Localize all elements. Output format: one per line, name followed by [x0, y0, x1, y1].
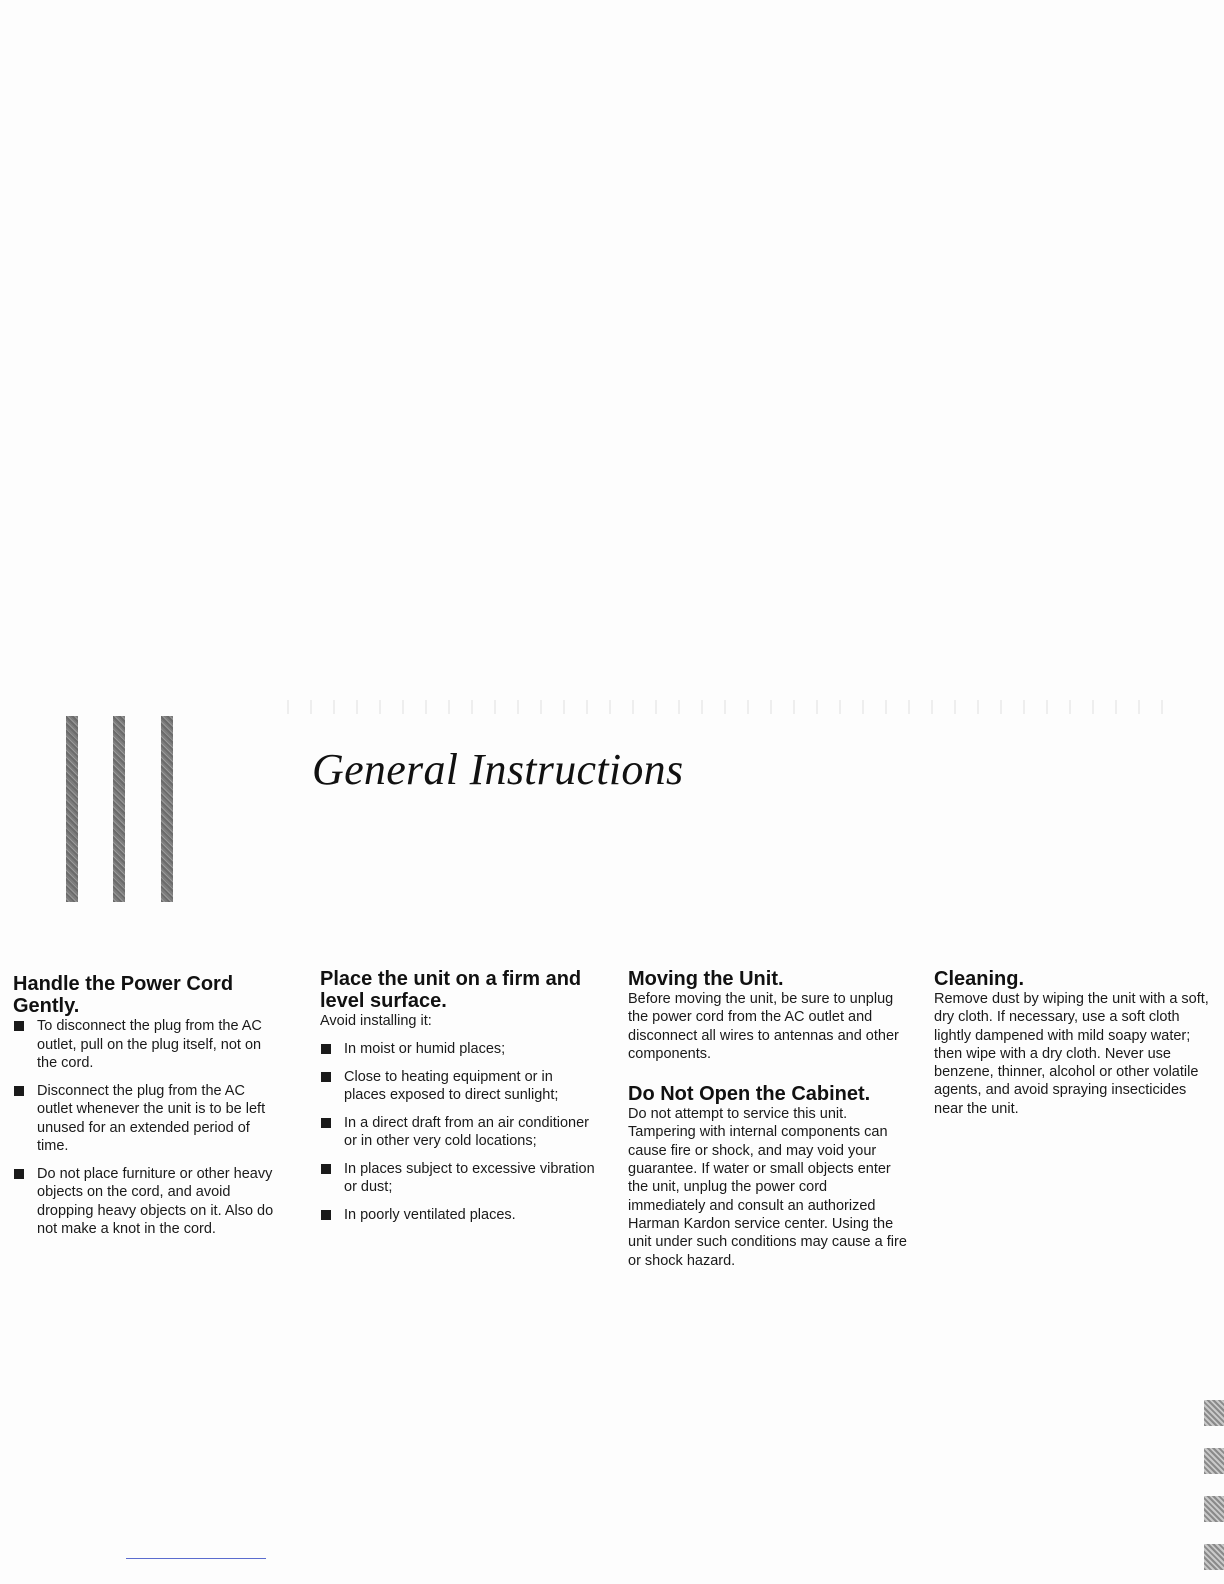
bullet-square-icon [321, 1044, 331, 1054]
bullet-square-icon [14, 1169, 24, 1179]
list-item: In places subject to excessive vibration or dust; [320, 1160, 595, 1197]
page-title: General Instructions [312, 745, 684, 794]
section-marker-bars [66, 716, 176, 902]
cabinet-text: Do not attempt to service this unit. Tampering with internal components can cause fire or shock, and may void your guarantee. If water or small objects enter the unit, unplug the power cord immediately and consult an authorized Harman Kardon service center. Using the unit under such conditions may cause a fire or shock hazard. [628, 1106, 907, 1269]
margin-mark [1204, 1544, 1224, 1570]
margin-mark [1204, 1400, 1224, 1426]
list-item: Disconnect the plug from the AC outlet whenever the unit is to be left unused for an extended period of time. [13, 1082, 278, 1156]
moving-text: Before moving the unit, be sure to unplug the power cord from the AC outlet and disconnect all wires to antennas and other components. [628, 991, 899, 1062]
cleaning-section [934, 968, 1209, 1118]
cabinet-subsection [628, 1083, 908, 1270]
cabinet-heading: Do Not Open the Cabinet. [628, 1083, 871, 1106]
list-item: In a direct draft from an air conditioner or in other very cold locations; [320, 1114, 595, 1151]
bullet-square-icon [321, 1072, 331, 1082]
list-item: Do not place furniture or other heavy objects on the cord, and avoid dropping heavy objects on it. Also do not make a knot in the cord. [13, 1165, 278, 1239]
list-item: In moist or humid places; [320, 1040, 595, 1059]
moving-heading: Moving the Unit. [628, 968, 784, 990]
power-cord-heading: Handle the Power Cord Gently. [13, 973, 234, 1017]
bullet-square-icon [321, 1210, 331, 1220]
placement-intro: Avoid installing it: [320, 1013, 432, 1029]
marker-bar [113, 716, 125, 902]
placement-section [320, 968, 595, 1233]
list-item: To disconnect the plug from the AC outlet, pull on the plug itself, not on the cord. [13, 1017, 278, 1073]
bullet-square-icon [14, 1086, 24, 1096]
placement-list [320, 1040, 595, 1224]
bullet-square-icon [14, 1021, 24, 1031]
moving-subsection [628, 968, 908, 1063]
bullet-square-icon [321, 1118, 331, 1128]
list-item: In poorly ventilated places. [320, 1206, 595, 1225]
marker-bar [161, 716, 173, 902]
moving-cabinet-section [628, 968, 908, 1270]
list-item: Close to heating equipment or in places exposed to direct sunlight; [320, 1068, 595, 1105]
power-cord-section [13, 968, 278, 1248]
cleaning-heading: Cleaning. [934, 968, 1025, 990]
bullet-square-icon [321, 1164, 331, 1174]
marker-bar [66, 716, 78, 902]
margin-mark [1204, 1496, 1224, 1522]
margin-mark [1204, 1448, 1224, 1474]
placement-heading: Place the unit on a firm and level surface. [320, 968, 582, 1012]
scan-noise-strip [280, 700, 1180, 714]
footer-rule [126, 1558, 266, 1559]
cleaning-text: Remove dust by wiping the unit with a soft, dry cloth. If necessary, use a soft cloth lightly dampened with mild soapy water; then wipe with a dry cloth. Never use benzene, thinner, alcohol or other volatile agents, and avoid spraying insecticides near the unit. [934, 991, 1209, 1117]
power-cord-list [13, 1017, 278, 1239]
